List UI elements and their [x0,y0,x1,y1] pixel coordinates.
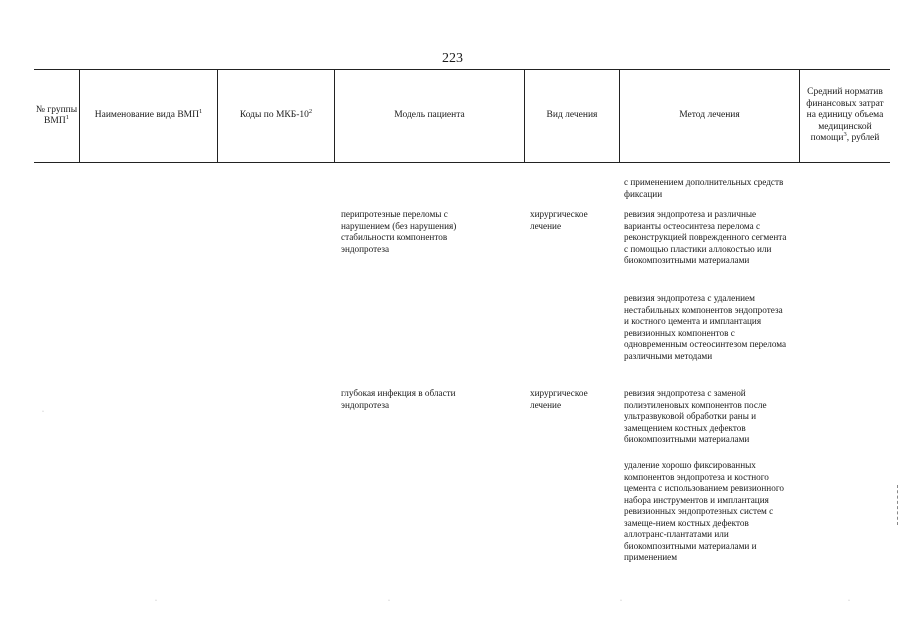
patient-model-cell: перипротезные переломы с нарушением (без нарушения) стабильности компонентов эндопротеза [341,209,457,254]
scan-speck: · [155,598,157,604]
header-avg-cost: Средний норматив финансовых затрат на единицу объема медицинской помощи$^3$, рублей [806,87,884,144]
header-treatment-type: Вид лечения [525,70,620,162]
method-cell: с применением дополнительных средств фиксации [624,177,784,199]
table-header [34,69,890,163]
method-cell: ревизия эндопротеза с удалением нестабильных компонентов эндопротеза и костного цемента и имплантация ревизионных компонентов с одновременным остеосинтезом перелома различными методами [624,293,787,361]
treatment-type-cell: хирургическое лечение [530,388,588,410]
treatment-type-cell: хирургическое лечение [530,209,588,231]
scan-speck: · [620,598,622,604]
header-group-number: № группы ВМП$^1$ [34,70,80,162]
scan-speck: · [42,409,44,415]
scan-speck: · [388,598,390,604]
patient-model-cell: глубокая инфекция в области эндопротеза [341,388,456,410]
method-cell: удаление хорошо фиксированных компонентов эндопротеза и костного цемента с использованием ревизионного набора инструментов и имплантация ревизионных эндопротезных систем с замеще-нием костных дефектов аллотранс-плантатами или биокомпозитными материалами и применением [624,460,784,562]
header-icd-codes: Коды по МКБ-$10^2$ [218,70,335,162]
header-treatment-method: Метод лечения [620,70,800,162]
header-vmp-name: Наименование вида ВМП$^1$ [80,70,218,162]
scan-speck: · [848,598,850,604]
method-cell: ревизия эндопротеза с заменой полиэтиленовых компонентов после ультразвуковой обработки раны и замещением костных дефектов биокомпозитными материалами [624,388,767,444]
scan-margin-mark [897,485,901,525]
method-cell: ревизия эндопротеза и различные варианты остеосинтеза перелома с реконструкцией поврежденного сегмента с помощью пластики аллокостью или биокомпозитными материалами [624,209,787,265]
header-patient-model: Модель пациента [335,70,525,162]
page-number: 223 [442,51,463,66]
